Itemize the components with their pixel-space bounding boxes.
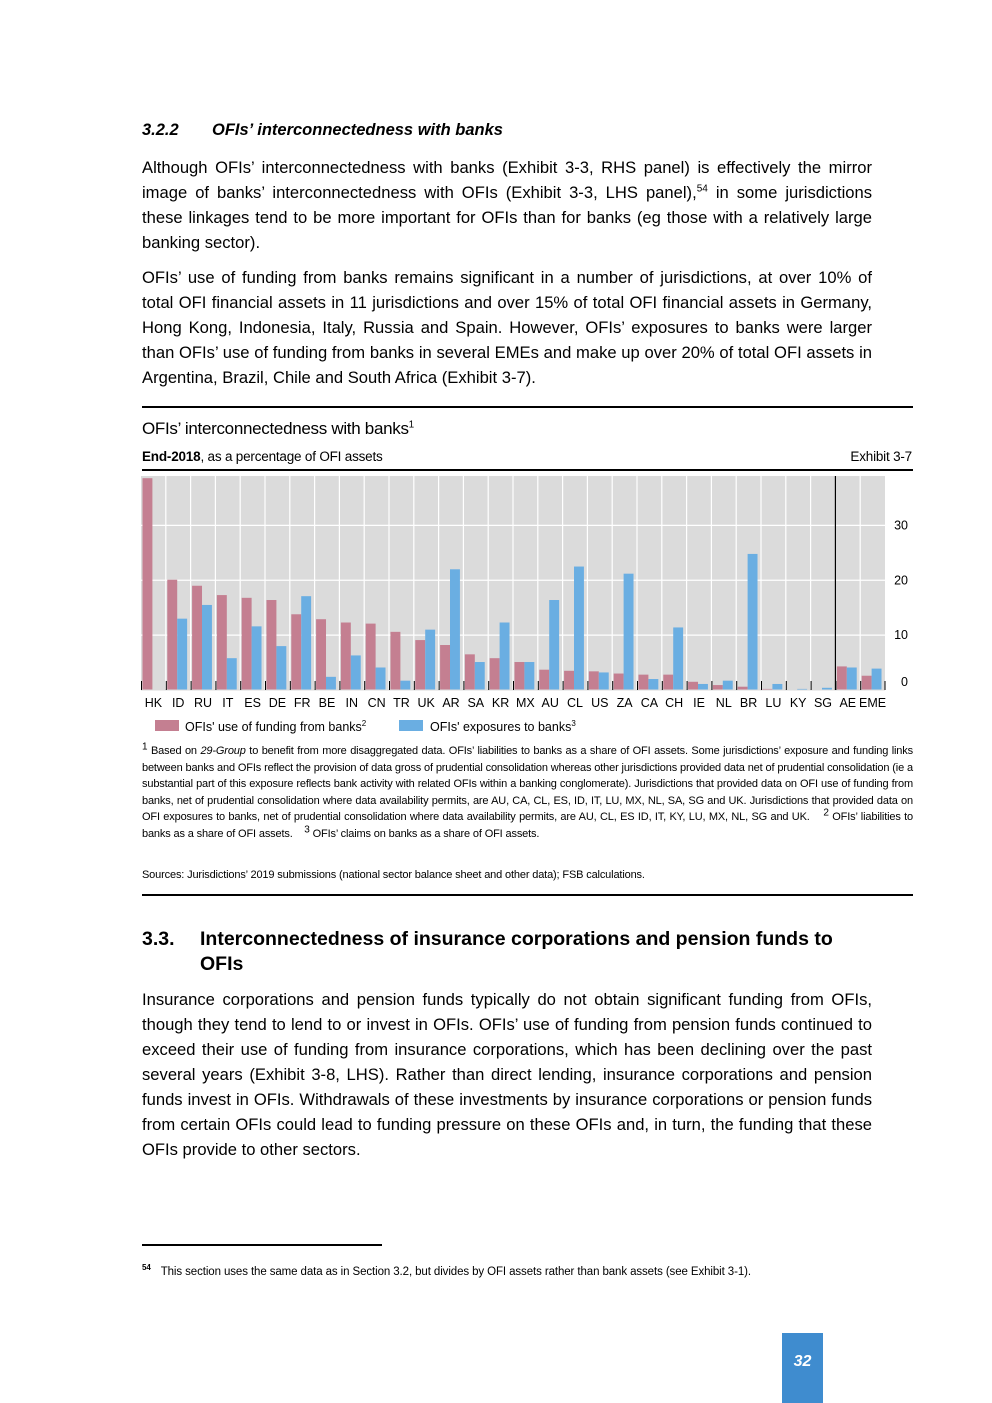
bar-exposures-au	[549, 600, 559, 690]
x-tick-label: SA	[467, 696, 485, 710]
bar-exposures-ae	[847, 668, 857, 690]
bar-exposures-ar	[450, 569, 460, 690]
bar-funding-sa	[465, 654, 475, 690]
x-tick-label: BE	[318, 696, 336, 710]
bar-exposures-id	[177, 619, 187, 690]
bar-exposures-ch	[673, 627, 683, 690]
footnote-ref-54[interactable]: 54	[696, 183, 708, 195]
bar-funding-cn	[366, 624, 376, 690]
y-tick-label: 20	[894, 573, 908, 588]
bar-exposures-ru	[202, 605, 212, 690]
x-tick-label: US	[591, 696, 609, 710]
exhibit-bottom-rule	[142, 894, 913, 896]
bar-funding-fr	[291, 614, 301, 690]
legend-label-exposures: OFIs' exposures to banks$^3$	[430, 719, 576, 734]
bar-funding-ae	[837, 666, 847, 690]
bar-funding-mx	[514, 662, 524, 690]
x-tick-label: KY	[789, 696, 807, 710]
bar-exposures-mx	[524, 662, 534, 690]
y-tick-label: 30	[894, 518, 908, 533]
bar-funding-au	[539, 670, 549, 690]
note-3-marker: 3	[304, 824, 310, 836]
bar-funding-nl	[713, 685, 723, 690]
y-tick-label: 0	[901, 675, 908, 689]
note-2-text: OFIs’ liabilities to banks as a share of OFI assets.	[142, 811, 914, 840]
x-tick-label: SG	[813, 696, 833, 710]
x-tick-label: FR	[293, 696, 311, 710]
section-title: Interconnectedness of insurance corporations and pension funds to OFIs	[200, 928, 833, 975]
bar-exposures-it	[227, 658, 237, 690]
paragraph-2: OFIs’ use of funding from banks remains significant in a number of jurisdictions, at over 10% of total OFI financial assets in 11 jurisdictions and over 15% of total OFI financial assets in Germany, Hong Kong, Indonesia, Italy, Russia and Spain. However, OFIs’ exposures to banks were larger than OFIs’ use of funding from banks in several EMEs and make up over 20% of total OFI assets in Argentina, Brazil, Chile and South Africa (Exhibit 3-7).	[142, 268, 872, 387]
bar-funding-de	[266, 600, 276, 690]
x-tick-label: AE	[839, 696, 857, 710]
x-tick-label: BR	[739, 696, 758, 710]
bar-exposures-cl	[574, 567, 584, 690]
bar-exposures-kr	[500, 623, 510, 690]
x-tick-label: AR	[442, 696, 460, 710]
section-title: OFIs’ interconnectedness with banks	[212, 121, 503, 139]
x-tick-label: TR	[393, 696, 410, 710]
bar-funding-es	[242, 598, 252, 690]
bar-funding-be	[316, 619, 326, 690]
x-tick-label: NL	[715, 696, 732, 710]
paragraph-1-text-cont: in some jurisdictions these linkages tend to be more important for OFIs than for banks (eg those with a relatively large banking sector).	[142, 183, 873, 252]
paragraph-1-text: Although OFIs’ interconnectedness with banks (Exhibit 3-3, RHS panel) is effectively the mirror image of banks’ interconnectedness with OFIs (Exhibit 3-3, LHS panel),	[142, 158, 872, 202]
x-tick-label: ID	[171, 696, 185, 710]
bar-funding-ca	[638, 675, 648, 690]
x-tick-label: UK	[417, 696, 435, 710]
exhibit-title-sup: 1	[408, 419, 414, 431]
note-2-marker: 2	[823, 807, 829, 819]
bar-exposures-uk	[425, 630, 435, 690]
bar-exposures-us	[599, 672, 609, 690]
bar-exposures-nl	[723, 681, 733, 690]
bar-exposures-ie	[698, 684, 708, 690]
bar-funding-ch	[663, 675, 673, 690]
x-tick-label: ZA	[616, 696, 633, 710]
bar-funding-tr	[390, 632, 400, 690]
page-number: 32	[782, 1333, 823, 1403]
bar-exposures-za	[624, 574, 634, 690]
bar-exposures-de	[276, 646, 286, 690]
bar-exposures-es	[252, 626, 262, 690]
bar-funding-eme	[862, 676, 872, 690]
exhibit-notes	[142, 743, 913, 843]
x-tick-label: IN	[345, 696, 359, 710]
x-tick-label: AU	[541, 696, 559, 710]
exhibit-label: Exhibit 3-7	[850, 449, 912, 464]
footnote-rule	[142, 1244, 382, 1246]
x-tick-label: CH	[665, 696, 684, 710]
note-1-marker: 1	[142, 741, 148, 753]
x-tick-label: MX	[516, 696, 535, 710]
x-tick-label: CA	[640, 696, 659, 710]
bar-exposures-lu	[772, 684, 782, 690]
legend-swatch-exposures	[399, 720, 423, 731]
bar-funding-it	[217, 595, 227, 690]
legend-label-funding: OFIs' use of funding from banks$^2$	[185, 719, 367, 734]
footnote-54	[142, 1263, 751, 1278]
section-number: 3.3.	[142, 928, 175, 950]
x-tick-label: IE	[693, 696, 705, 710]
exhibit-title-text: OFIs’ interconnectedness with banks	[142, 419, 409, 438]
bar-exposures-tr	[400, 681, 410, 690]
paragraph-3: Insurance corporations and pension funds typically do not obtain significant funding from OFIs, though they tend to lend to or invest in OFIs. OFIs’ use of funding from pension funds continued to exceed their use of funding from insurance corporations, which has been declining over the past several years (Exhibit 3-8, LHS). Rather than direct lending, insurance corporations and pension funds invest in OFIs. Withdrawals of these investments by insurance corporations or pension funds from certain OFIs could lead to funding pressure on these OFIs and, in turn, the funding that these OFIs provide to other sectors.	[142, 990, 872, 1159]
bar-exposures-be	[326, 677, 336, 690]
note-1-text: to benefit from more disaggregated data. OFIs’ liabilities to banks as a share of OFI assets. Some jurisdictions’ exposure and funding links between banks and OFIs reflect the provision of data gross of prudential consolidation whereas other jurisdictions provided data net of prudential consolidation (ie a substantial part of this exposure reflects bank activity with related OFIs within a banking conglomerate). Jurisdictions that provided data on OFI use of funding from banks, net of prudential consolidation where data availability permits, are AU, CA, CL, ES, ID, IT, LU, MX, NL, SA, SG and UK. Jurisdictions that provided data on OFI exposures to banks, net of prudential consolidation where data availability permits, are AU, CL, ES ID, IT, KY, LU, MX, NL, SG and UK.	[142, 745, 913, 824]
section-heading-3-3	[142, 927, 872, 977]
bar-funding-ru	[192, 586, 202, 690]
note-3-text: OFIs’ claims on banks as a share of OFI assets.	[309, 827, 540, 840]
bar-exposures-fr	[301, 596, 311, 690]
legend-swatch-funding	[155, 720, 179, 731]
x-tick-label: CN	[367, 696, 386, 710]
bar-exposures-br	[748, 554, 758, 690]
x-tick-label: KR	[491, 696, 510, 710]
x-tick-label: HK	[144, 696, 163, 710]
exhibit-subtitle-date: End-2018	[142, 449, 201, 464]
bar-exposures-in	[351, 655, 361, 690]
x-tick-label: DE	[268, 696, 287, 710]
footnote-number: 54	[142, 1263, 151, 1273]
x-tick-label: LU	[765, 696, 782, 710]
x-tick-label: EME	[859, 696, 887, 710]
bar-exposures-cn	[376, 668, 386, 690]
bar-funding-ie	[688, 682, 698, 690]
note-1-italic: 29-Group	[200, 745, 246, 757]
bar-exposures-ca	[648, 679, 658, 690]
bar-funding-us	[589, 671, 599, 690]
note-1-pre: Based on	[147, 745, 201, 757]
x-tick-label: ES	[244, 696, 261, 710]
bar-funding-kr	[490, 658, 500, 690]
section-number: 3.2.2	[142, 121, 179, 139]
bar-funding-in	[341, 623, 351, 690]
bar-funding-za	[614, 674, 624, 690]
y-tick-label: 10	[894, 628, 908, 643]
bar-funding-id	[167, 580, 177, 690]
x-tick-label: RU	[193, 696, 213, 710]
x-tick-label: CL	[567, 696, 583, 710]
bar-exposures-eme	[872, 669, 882, 690]
bar-exposures-sa	[475, 662, 485, 690]
bar-funding-hk	[142, 478, 152, 690]
exhibit-sources: Sources: Jurisdictions’ 2019 submissions (national sector balance sheet and other data); FSB calculations.	[142, 869, 645, 881]
bar-funding-ar	[440, 645, 450, 690]
x-tick-label: IT	[222, 696, 234, 710]
bar-funding-cl	[564, 671, 574, 690]
bar-funding-uk	[415, 640, 425, 690]
footnote-text: This section uses the same data as in Section 3.2, but divides by OFI assets rather than bank assets (see Exhibit 3-1).	[160, 1266, 751, 1278]
exhibit-subtitle-text: , as a percentage of OFI assets	[200, 449, 383, 464]
